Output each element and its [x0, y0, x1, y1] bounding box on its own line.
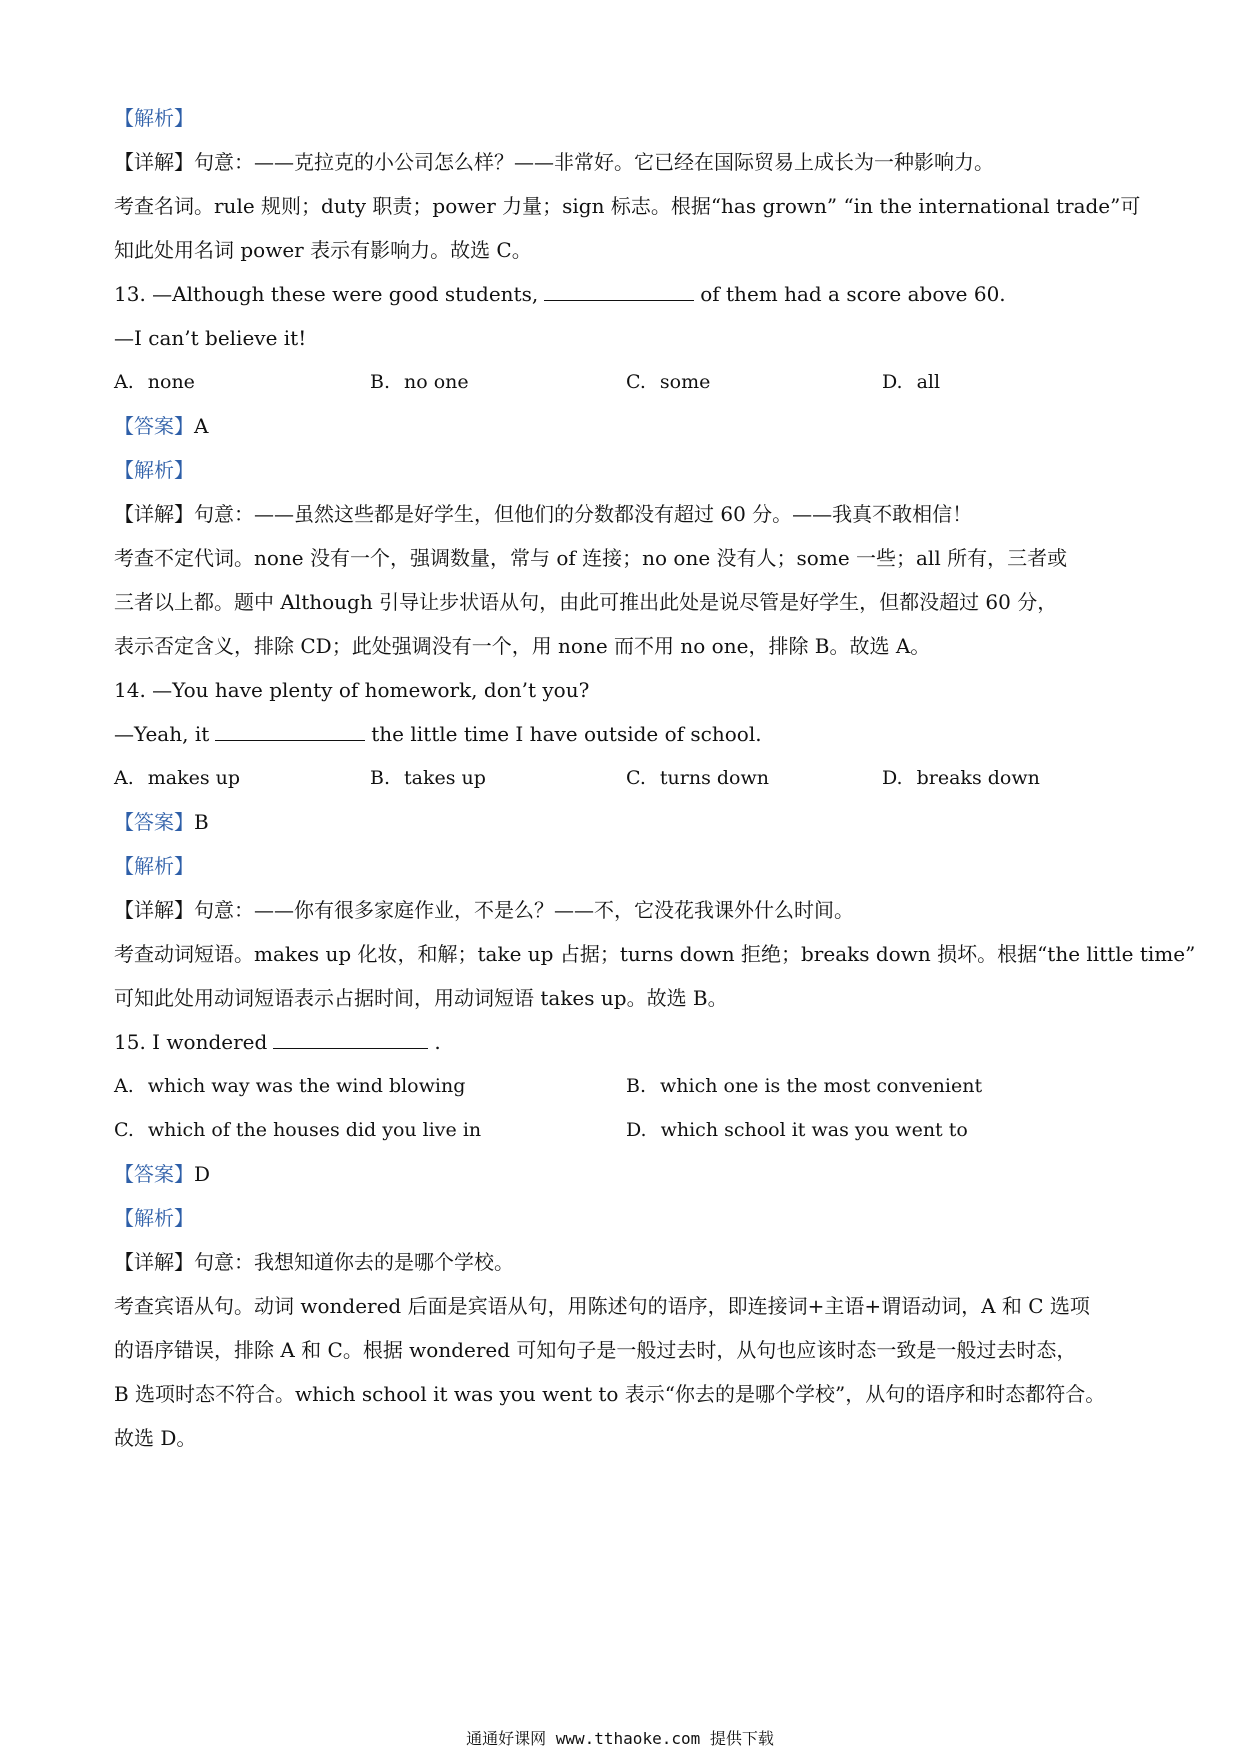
q14-option-d: D. breaks down: [882, 767, 1040, 789]
q15-explanation-line: 的语序错误，排除 A 和 C。根据 wondered 可知句子是一般过去时，从句也应该时态一致是一般过去时态，: [114, 1338, 1077, 1362]
analysis-heading: 【解析】: [114, 106, 194, 130]
q15-option-b: B. which one is the most convenient: [626, 1075, 983, 1097]
q14-reply: —Yeah, it the little time I have outside of school.: [114, 722, 762, 746]
q15-option-a: A. which way was the wind blowing: [114, 1075, 466, 1097]
q15-detail: 【详解】句意：我想知道你去的是哪个学校。: [114, 1250, 514, 1274]
q14-answer: 【答案】B: [114, 810, 209, 834]
q15-option-d: D. which school it was you went to: [626, 1119, 968, 1141]
page-footer: 通通好课网 www.tthaoke.com 提供下载: [466, 1729, 774, 1748]
q14-option-c: C. turns down: [626, 767, 769, 789]
q15-analysis-heading: 【解析】: [114, 1206, 194, 1230]
q13-answer: 【答案】A: [114, 414, 209, 438]
q13-detail: 【详解】句意：——虽然这些都是好学生，但他们的分数都没有超过 60 分。——我真不敢相信！: [114, 502, 973, 526]
q13-stem: 13. —Although these were good students, of them had a score above 60.: [114, 282, 1006, 306]
q14-option-b: B. takes up: [370, 767, 486, 789]
q15-answer: 【答案】D: [114, 1162, 211, 1186]
q13-analysis-heading: 【解析】: [114, 458, 194, 482]
detail-line: [114, 148, 994, 176]
q15-option-c: C. which of the houses did you live in: [114, 1119, 482, 1141]
q15-explanation-line: 故选 D。: [114, 1426, 197, 1450]
q14-option-a: A. makes up: [114, 767, 241, 789]
explanation-line: 考查名词。rule 规则；duty 职责；power 力量；sign 标志。根据“has grown” “in the international trade”可: [114, 194, 1141, 218]
q14-explanation-line: 可知此处用动词短语表示占据时间，用动词短语 takes up。故选 B。: [114, 986, 728, 1010]
q13-explanation-line: 三者以上都。题中 Although 引导让步状语从句，由此可推出此处是说尽管是好学生，但都没超过 60 分，: [114, 590, 1058, 614]
q14-stem: 14. —You have plenty of homework, don’t you?: [114, 678, 590, 702]
q13-explanation-line: 表示否定含义，排除 CD；此处强调没有一个，用 none 而不用 no one，排除 B。故选 A。: [114, 634, 931, 658]
q13-option-b: B. no one: [370, 371, 469, 393]
q14-explanation-line: 考查动词短语。makes up 化妆，和解；take up 占据；turns down 拒绝；breaks down 损坏。根据“the little time”: [114, 942, 1196, 966]
q13-explanation-line: 考查不定代词。none 没有一个，强调数量，常与 of 连接；no one 没有人；some 一些；all 所有，三者或: [114, 546, 1068, 570]
q15-stem: 15. I wondered .: [114, 1030, 441, 1054]
q14-detail: 【详解】句意：——你有很多家庭作业，不是么？——不，它没花我课外什么时间。: [114, 898, 854, 922]
answer-blank: [544, 280, 694, 301]
q13-option-a: A. none: [114, 371, 195, 393]
answer-blank: [215, 720, 365, 741]
detail-text: 句意：——克拉克的小公司怎么样？——非常好。它已经在国际贸易上成长为一种影响力。: [194, 150, 994, 174]
q13-reply: —I can’t believe it!: [114, 326, 307, 350]
q13-option-c: C. some: [626, 371, 711, 393]
q13-option-d: D. all: [882, 371, 941, 393]
explanation-line: 知此处用名词 power 表示有影响力。故选 C。: [114, 238, 532, 262]
answer-blank: [273, 1028, 428, 1049]
q14-analysis-heading: 【解析】: [114, 854, 194, 878]
q15-explanation-line: 考查宾语从句。动词 wondered 后面是宾语从句，用陈述句的语序，即连接词+主语+谓语动词，A 和 C 选项: [114, 1294, 1090, 1318]
detail-tag: 【详解】: [114, 150, 194, 174]
q15-explanation-line: B 选项时态不符合。which school it was you went to 表示“你去的是哪个学校”，从句的语序和时态都符合。: [114, 1382, 1106, 1406]
